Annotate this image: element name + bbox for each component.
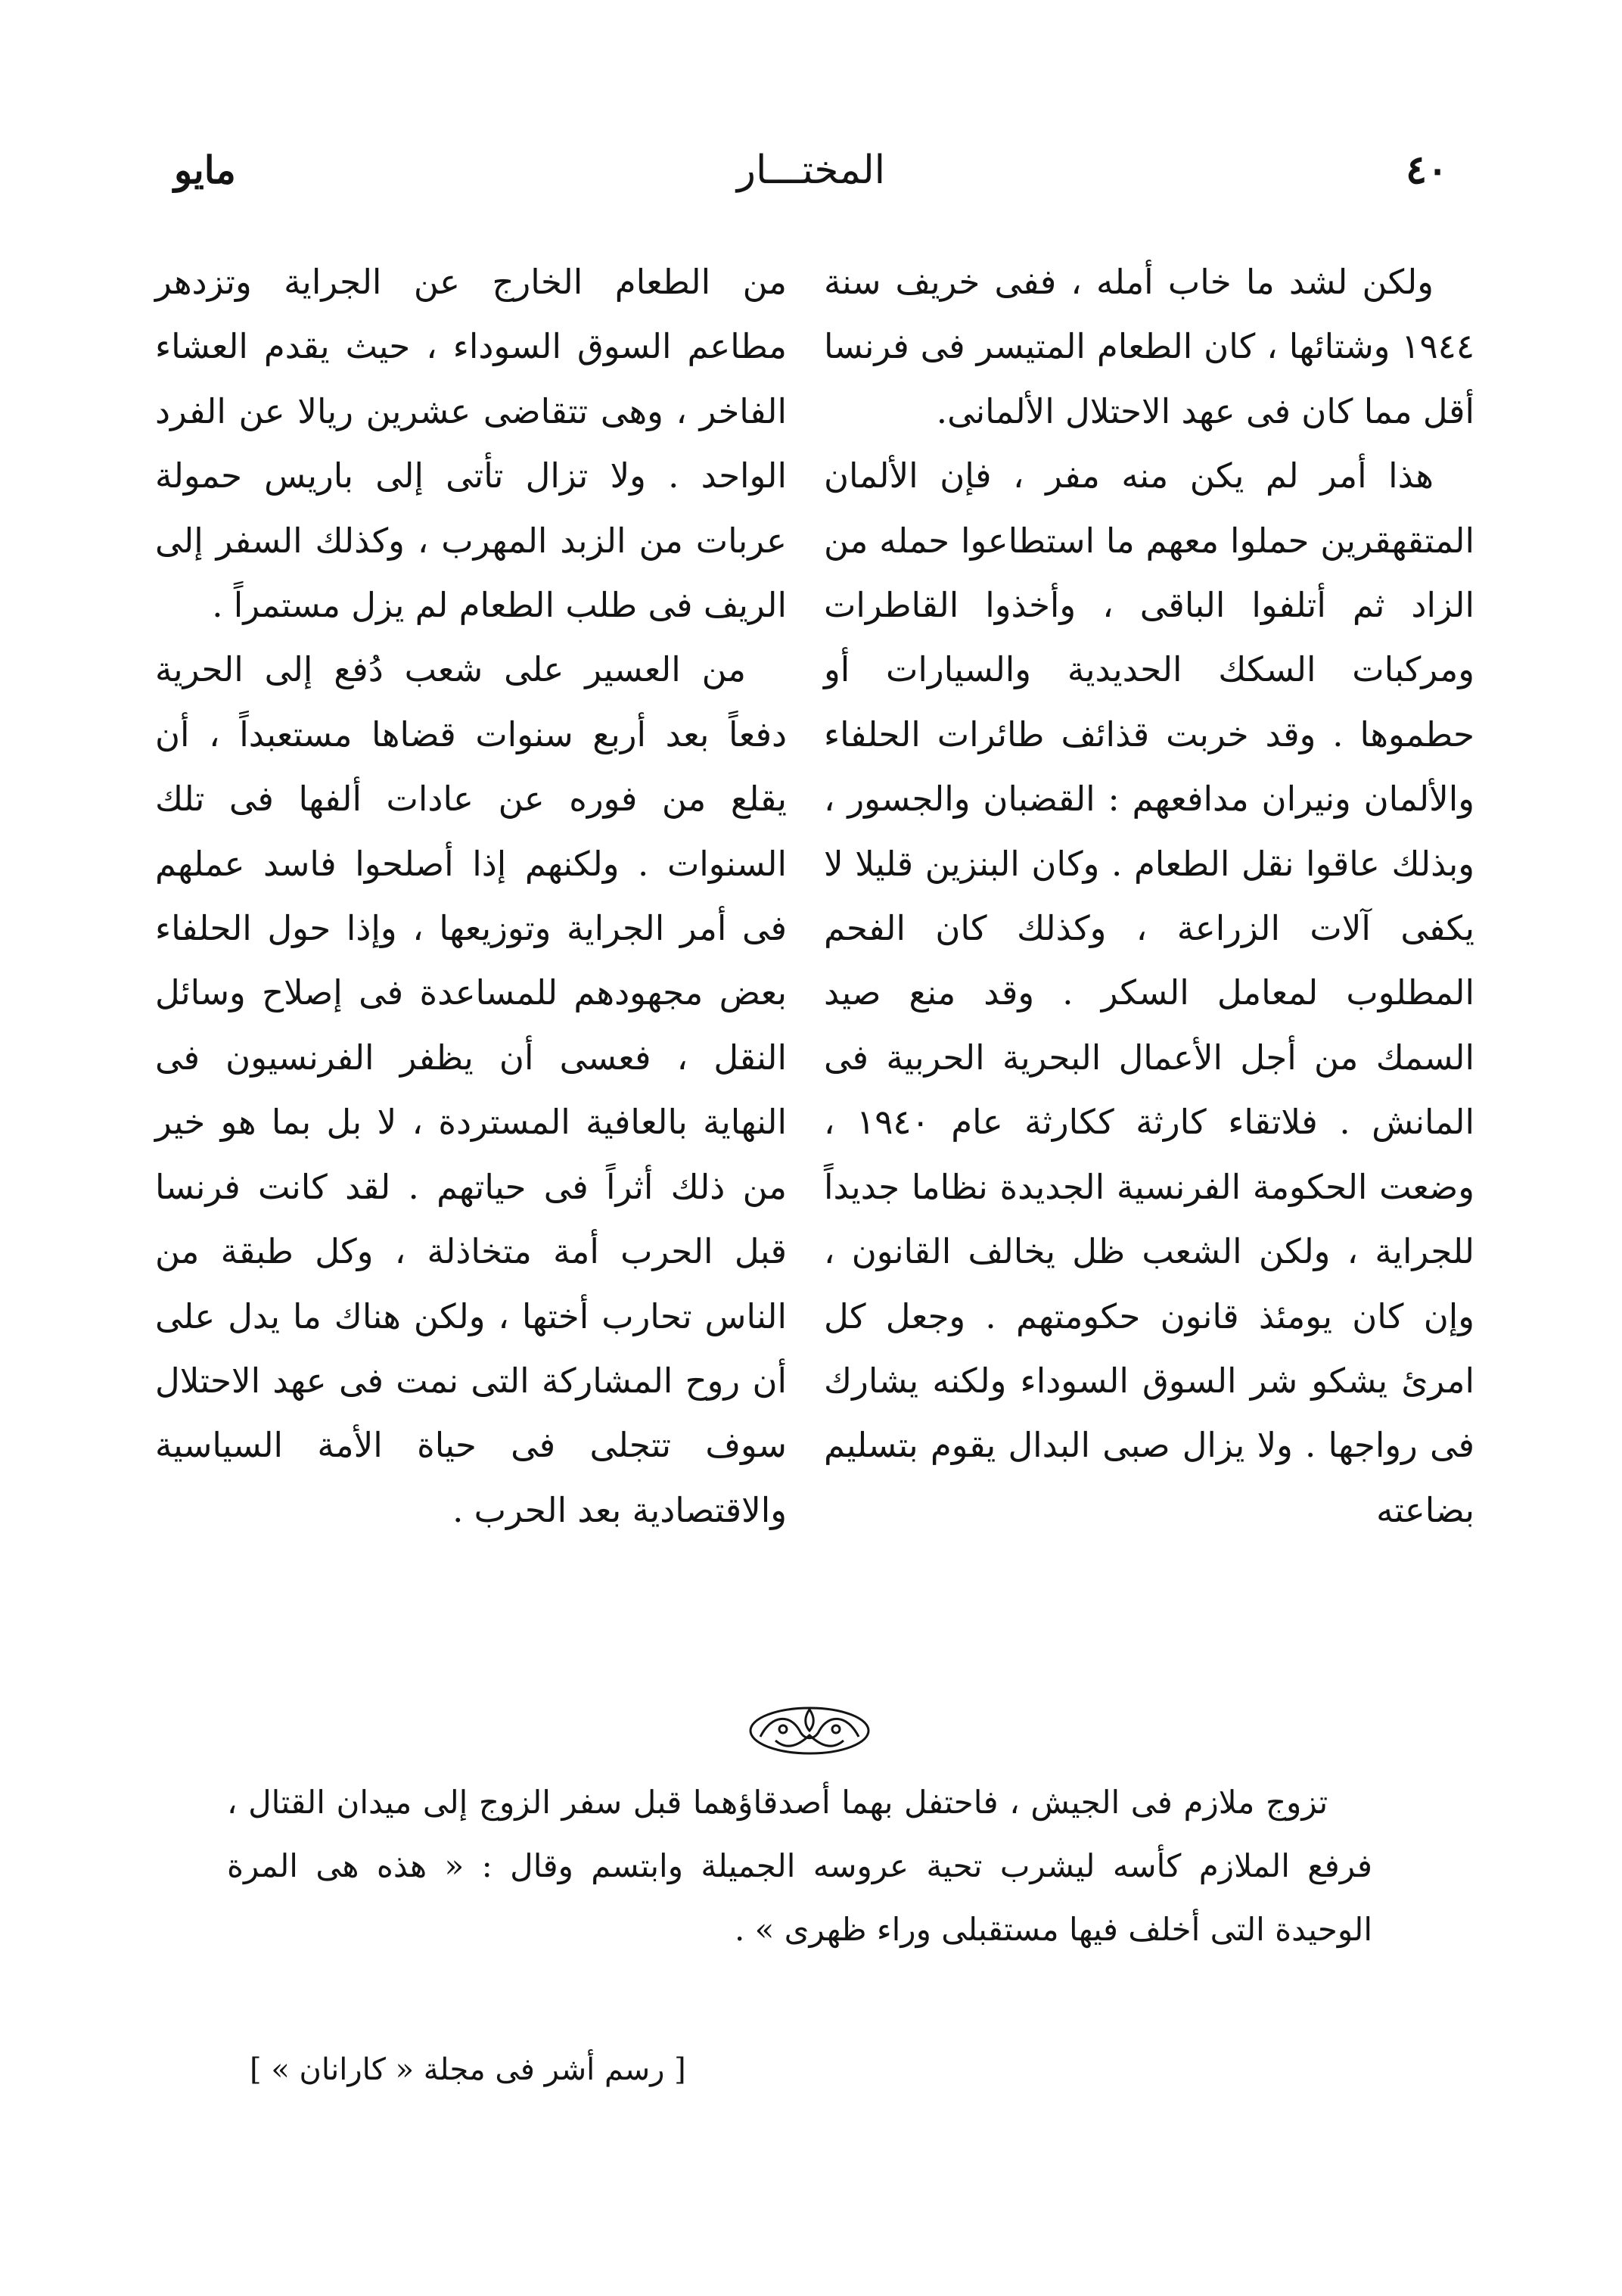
paragraph: هذا أمر لم يكن منه مفر ، فإن الألمان المتقهقرين حملوا معهم ما استطاعوا حمله من الزاد ثم أتلفوا الباقى ، وأخذوا القاطرات ومركبات السكك الحديدية والسيارات أو حطموها . وقد خربت قذائف طائرات الحلفاء والألمان ونيران مدافعهم : القضبان والجسور ، وبذلك عاقوا نقل الطعام . وكان البنزين قليلا لا يكفى آلات الزراعة ، وكذلك كان الفحم المطلوب لمعامل السكر . وقد منع صيد السمك من أجل الأعمال البحرية الحربية فى المانش . فلاتقاء كارثة ككارثة عام ١٩٤٠ ، وضعت الحكومة الفرنسية الجديدة نظاما جديداً للجراية ، ولكن الشعب ظل يخالف القانون ، وإن كان يومئذ قانون حكومتهم . وجعل كل امرئ يشكو شر السوق السوداء ولكنه يشارك فى رواجها . ولا يزال صبى البدال يقوم بتسليم بضاعته: [824, 456, 1475, 1530]
page-header: [174, 140, 1448, 201]
paragraph: من العسير على شعب دُفع إلى الحرية دفعاً بعد أربع سنوات قضاها مستعبداً ، أن يقلع من فوره عن عادات ألفها فى تلك السنوات . ولكنهم إذا أصلحوا فاسد عملهم فى أمر الجراية وتوزيعها ، وإذا حول الحلفاء بعض مجهودهم للمساعدة فى إصلاح وسائل النقل ، فعسى أن يظفر الفرنسيون فى النهاية بالعافية المستردة ، لا بل بما هو خير من ذلك أثراً فى حياتهم . لقد كانت فرنسا قبل الحرب أمة متخاذلة ، وكل طبقة من الناس تحارب أختها ، ولكن هناك ما يدل على أن روح المشاركة التى نمت فى عهد الاحتلال سوف تتجلى فى حياة الأمة السياسية والاقتصادية بعد الحرب .: [155, 649, 787, 1530]
issue-month: مايو: [174, 148, 236, 192]
anecdote-box: [227, 1771, 1372, 1962]
page-number: ٤٠: [1406, 147, 1448, 193]
anecdote-text: تزوج ملازم فى الجيش ، فاحتفل بهما أصدقاؤهما قبل سفر الزوج إلى ميدان القتال ، فرفع الملازم كأسه ليشرب تحية عروسه الجميلة وابتسم وقال : « هذه هى المرة الوحيدة التى أخلف فيها مستقبلى وراء ظهرى » .: [227, 1784, 1372, 1948]
section-divider-ornament: [745, 1699, 874, 1759]
paragraph: من الطعام الخارج عن الجراية وتزدهر مطاعم السوق السوداء ، حيث يقدم العشاء الفاخر ، وهى تتقاضى عشرين ريالا عن الفرد الواحد . ولا تزال تأتى إلى باريس حمولة عربات من الزبد المهرب ، وكذلك السفر إلى الريف فى طلب الطعام لم يزل مستمراً .: [155, 262, 788, 626]
anecdote-source: [ رسم أشر فى مجلة « كارانان » ]: [250, 2052, 686, 2087]
left-text-column: [155, 250, 787, 1542]
right-text-column: [824, 250, 1474, 1542]
paragraph: ولكن لشد ما خاب أمله ، ففى خريف سنة ١٩٤٤ وشتائها ، كان الطعام المتيسر فى فرنسا أقل مما كان فى عهد الاحتلال الألمانى.: [824, 262, 1474, 431]
running-title: المختـــار: [736, 148, 886, 193]
